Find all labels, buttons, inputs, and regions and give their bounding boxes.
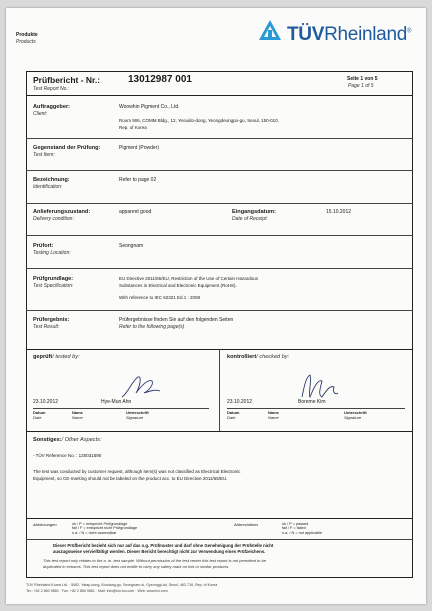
identification-value: Refer to page 02 (119, 177, 157, 183)
col-date-en: Date (33, 415, 42, 420)
divider (26, 518, 413, 519)
delivery-label-en: Delivery condition: (33, 216, 74, 222)
checked-date: 23.10.2012 (227, 399, 253, 405)
specification-reference: With reference to IEC 62321 Ed.1 : 2008 (119, 295, 201, 300)
divider (26, 203, 413, 204)
disclaimer-en: This test report only relates to the a. m. test sample. Without permission of the test center this test report is not permitted to be (43, 558, 266, 563)
other-note: Equipment, so CE-marking should not be labeled on the product acc. to EU Directive 2011/65/EU. (33, 476, 228, 481)
divider (26, 170, 413, 171)
client-label-en: Client: (33, 111, 48, 117)
other-aspects-label: Sonstiges:/ Other Aspects: (33, 437, 102, 443)
col-date-en: Date (227, 415, 236, 420)
result-label: Prüfergebnis: (33, 317, 70, 323)
abbrev-row: ok / P = entspricht Prüfgrundlage (72, 522, 128, 526)
client-name: Woowhin Pigment Co., Ltd. (119, 104, 180, 110)
location-label-en: Testing Location: (33, 250, 71, 256)
receipt-date: 15.10.2012 (326, 209, 352, 215)
report-number-label-en: Test Report No.: (33, 86, 70, 92)
tested-by-label: geprüft/ tested by: (33, 354, 80, 360)
abbrev-list-de (72, 522, 137, 535)
disclaimer-en: duplicated in extracts. This test report does not entitle to carry any safety mark on this or similar products. (43, 564, 230, 569)
disclaimer-de: Dieser Prüfbericht bezieht sich nur auf das o.g. Prüfmuster und darf ohne Genehmigung der Prüfstelle nicht (53, 543, 274, 548)
divider (26, 235, 413, 236)
divider (26, 95, 413, 96)
divider (26, 138, 413, 139)
other-note: The test was conducted by customer request, although item(s) was not classified as Electrical Electronic (33, 469, 241, 474)
products-label-en: Products (16, 39, 36, 45)
col-name: Name (268, 410, 279, 415)
col-name-en: Name (72, 415, 83, 420)
tester-signature (118, 371, 162, 401)
signature-line (227, 408, 405, 409)
test-item-label-en: Test Item: (33, 152, 55, 158)
products-label: Produkte (16, 32, 38, 38)
report-number: 13012987 001 (128, 74, 192, 85)
receipt-label: Eingangsdatum: (232, 209, 276, 215)
abbrev-row: n.a. / N = nicht anwendbar (72, 530, 117, 535)
result-value-en: Refer to the following page(s) (119, 324, 185, 330)
page-count-en: Page 1 of 5 (348, 83, 374, 89)
col-signature: Unterschrift (126, 410, 149, 415)
abbrev-row: fail / F = entspricht nicht Prüfgrundlage (72, 526, 138, 531)
client-address: Room 906, COMM Bldg., 12, Yeouido-dong, Yeongdeungpo-gu, Seoul, 150-010, (119, 118, 279, 123)
col-date: Datum (33, 410, 46, 415)
checked-by-label: kontrolliert/ checked by: (227, 354, 290, 360)
abbrev-row: n.a. / N = not applicable (282, 530, 322, 535)
abbrev-list-en (282, 522, 322, 535)
client-address-country: Rep. of Korea (119, 125, 147, 130)
divider (26, 310, 413, 311)
divider (26, 268, 413, 269)
checker-name: Boreme Kim (298, 399, 326, 405)
divider (26, 431, 413, 432)
result-label-en: Test Result: (33, 324, 60, 330)
abbrev-title-de: Abkürzungen (33, 522, 57, 527)
result-value: Prüfergebnisse finden Sie auf den folgenden Seiten (119, 317, 234, 323)
delivery-value: apparent good (119, 209, 152, 215)
tuv-triangle-icon (258, 19, 282, 41)
page-count: Seite 1 von 5 (347, 76, 378, 82)
tuv-logo: TÜVRheinland® (287, 24, 412, 45)
receipt-label-en: Date of Receipt: (232, 216, 268, 222)
col-signature: Unterschrift (344, 410, 367, 415)
location-value: Seongnam (119, 243, 144, 249)
abbrev-row: ok / P = passed (282, 522, 309, 526)
specification-label: Prüfgrundlage: (33, 276, 74, 282)
tested-date: 23.10.2012 (33, 399, 59, 405)
report-number-label: Prüfbericht - Nr.: (33, 75, 101, 85)
col-name: Name (72, 410, 83, 415)
disclaimer-de: auszugsweise vervielfältigt werden. Dieser Bericht berechtigt nicht zur Verwendung eines Prüfzeichens. (53, 549, 266, 554)
col-signature-en: Signature (126, 415, 144, 420)
identification-label-en: Identification: (33, 184, 63, 190)
specification-label-en: Test Specification: (33, 283, 74, 289)
client-label: Auftraggeber: (33, 104, 70, 110)
identification-label: Bezeichnung: (33, 177, 70, 183)
report-page (6, 8, 426, 604)
test-item-label: Gegenstand der Prüfung: (33, 145, 101, 151)
specification-line: EU Directive 2011/65/EU, Restriction of the Use of Certain Hazardous (119, 276, 258, 281)
tuv-reference: - TÜV Reference No. : 130031590 (33, 453, 102, 458)
tester-name: Hye-Mun Ahn (101, 399, 132, 405)
divider (26, 539, 413, 540)
company-contact: Tel.: +82 2 860 9860 · Fax: +82 2 860 9861 · Mail: info@kor.tuv.com · Web: www.tuv.com (26, 589, 168, 593)
signature-line (33, 408, 209, 409)
abbrev-row: fail / F = failed (282, 526, 306, 531)
abbrev-title-en: Abbreviations (234, 522, 259, 527)
signature-divider (219, 349, 220, 431)
location-label: Prüfort: (33, 243, 54, 249)
specification-line: Substances in Electrical and Electronic Equipment (RoHS). (119, 283, 237, 288)
delivery-label: Anlieferungszustand: (33, 209, 91, 215)
col-date: Datum (227, 410, 240, 415)
col-signature-en: Signature (344, 415, 362, 420)
company-address: TÜV Rheinland Korea Ltd. · 5082, Yatap-dong, Bundang-gu, Seongnam-si, Gyeonggi-do, Seoul, 463-716, Rep. of Korea (26, 583, 218, 587)
col-name-en: Name (268, 415, 279, 420)
test-item-value: Pigment (Powder) (119, 145, 160, 151)
checker-signature (296, 369, 340, 403)
